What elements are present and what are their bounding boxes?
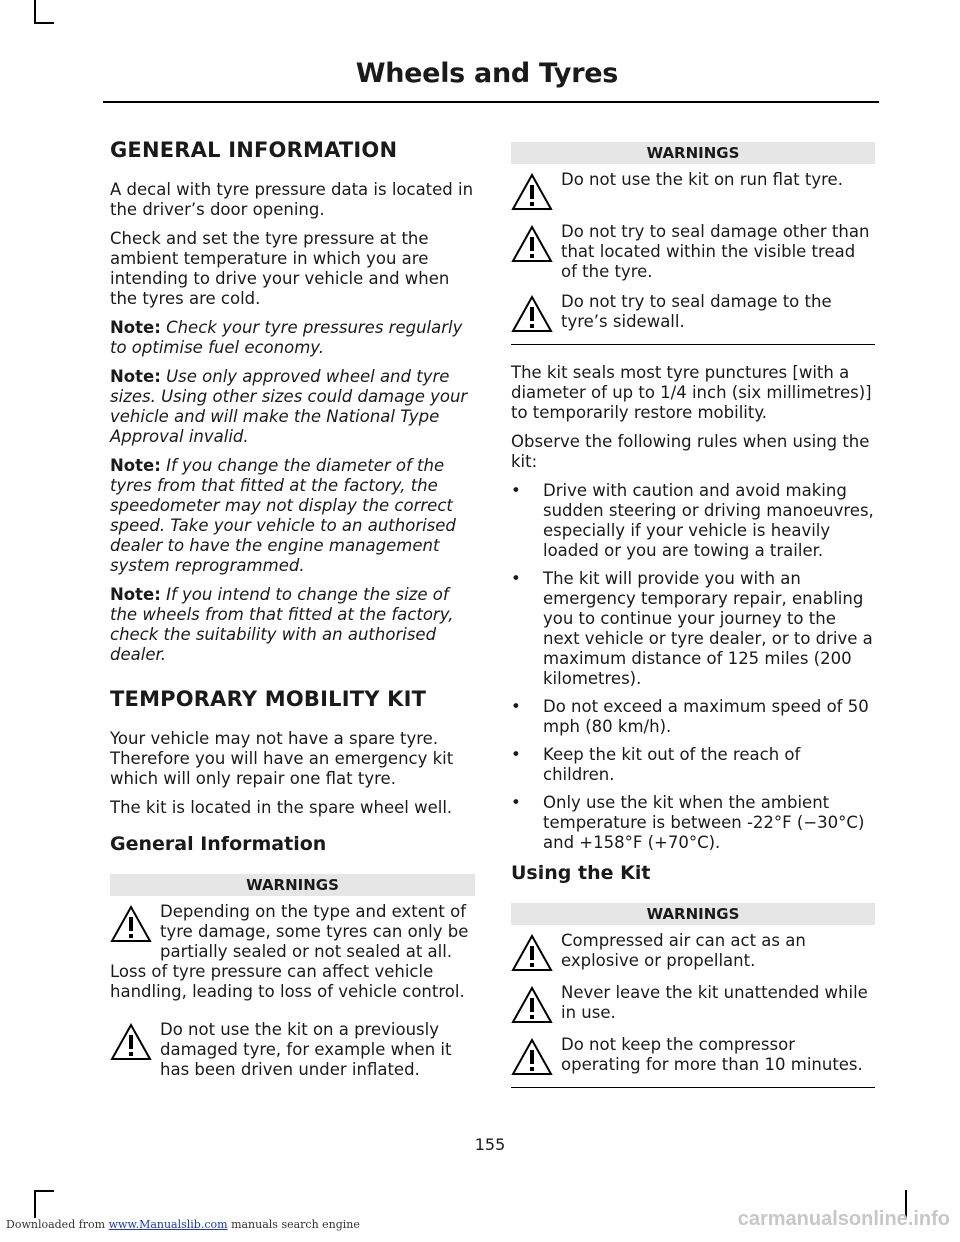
list-item bbox=[511, 745, 875, 785]
download-footer bbox=[6, 1218, 360, 1231]
warning-item bbox=[110, 902, 475, 1002]
warning-icon bbox=[511, 986, 553, 1024]
note-text: Use only approved wheel and tyre sizes. Using other sizes could damage your vehicle and will make the National Type Approval invalid. bbox=[110, 367, 468, 446]
warning-item bbox=[511, 222, 875, 282]
bullet: • bbox=[511, 745, 521, 764]
list-item bbox=[511, 569, 875, 689]
subsection-heading: General Information bbox=[110, 833, 327, 855]
note bbox=[110, 456, 475, 576]
warning-icon bbox=[511, 173, 553, 211]
warning-text: Depending on the type and extent of tyre damage, some tyres can only be partially sealed or not sealed at all. bbox=[160, 902, 469, 961]
note-text: Check your tyre pressures regularly to optimise fuel economy. bbox=[110, 318, 463, 357]
list-item-text: Keep the kit out of the reach of children. bbox=[543, 745, 801, 784]
warning-icon bbox=[511, 225, 553, 263]
crop-mark bbox=[34, 1190, 36, 1218]
warnings-header: WARNINGS bbox=[511, 903, 875, 925]
warning-text: Loss of tyre pressure can affect vehicle handling, leading to loss of vehicle control. bbox=[110, 962, 465, 1001]
bullet: • bbox=[511, 697, 521, 716]
paragraph: The kit seals most tyre punctures [with a diameter of up to 1/4 inch (six millimetres)] to temporarily restore mobility. bbox=[511, 363, 872, 422]
warning-icon bbox=[110, 1023, 152, 1061]
warnings-header: WARNINGS bbox=[110, 874, 475, 896]
manualslib-link[interactable]: www.Manualslib.com bbox=[108, 1218, 228, 1231]
warning-text: Never leave the kit unattended while in use. bbox=[561, 983, 868, 1022]
warning-icon bbox=[110, 905, 152, 943]
warning-item bbox=[511, 170, 875, 212]
warning-text: Do not use the kit on a previously damaged tyre, for example when it has been driven under inflated. bbox=[160, 1020, 452, 1079]
warning-text: Do not try to seal damage to the tyre’s sidewall. bbox=[561, 292, 832, 331]
list-item bbox=[511, 697, 875, 737]
section-heading: TEMPORARY MOBILITY KIT bbox=[110, 687, 427, 711]
note-label: Note: bbox=[110, 585, 161, 604]
warning-item bbox=[110, 1020, 475, 1080]
warning-icon bbox=[511, 1038, 553, 1076]
list-item bbox=[511, 481, 875, 561]
note-label: Note: bbox=[110, 456, 161, 475]
list-item-text: Only use the kit when the ambient temperature is between -22°F (−30°C) and +158°F (+70°C). bbox=[543, 793, 865, 852]
subsection-heading: Using the Kit bbox=[511, 862, 651, 884]
crop-mark bbox=[34, 1190, 54, 1192]
warning-text: Do not use the kit on run flat tyre. bbox=[561, 170, 843, 189]
section-heading: GENERAL INFORMATION bbox=[110, 138, 398, 162]
warning-text: Compressed air can act as an explosive or propellant. bbox=[561, 931, 806, 970]
right-column bbox=[511, 142, 875, 1106]
rules-list bbox=[511, 481, 875, 853]
warning-item bbox=[511, 931, 875, 973]
page-number: 155 bbox=[474, 1135, 506, 1154]
warning-item bbox=[511, 1035, 875, 1077]
footer-suffix: manuals search engine bbox=[231, 1218, 360, 1231]
list-item-text: The kit will provide you with an emergency temporary repair, enabling you to continue your journey to the next vehicle or tyre dealer, or to drive a maximum distance of 125 miles (200 kilometres). bbox=[543, 569, 873, 688]
warning-icon bbox=[511, 934, 553, 972]
note bbox=[110, 367, 475, 447]
warnings-divider bbox=[511, 344, 875, 345]
header-divider bbox=[103, 101, 879, 103]
bullet: • bbox=[511, 481, 521, 500]
bullet: • bbox=[511, 569, 521, 588]
warning-icon bbox=[511, 295, 553, 333]
note-label: Note: bbox=[110, 318, 161, 337]
watermark: carmanualsonline.info bbox=[737, 1208, 950, 1230]
list-item bbox=[511, 793, 875, 853]
warning-item bbox=[511, 983, 875, 1025]
warning-text: Do not try to seal damage other than that located within the visible tread of the tyre. bbox=[561, 222, 870, 281]
warnings-header: WARNINGS bbox=[511, 142, 875, 164]
list-item-text: Do not exceed a maximum speed of 50 mph (80 km/h). bbox=[543, 697, 869, 736]
note-text: If you change the diameter of the tyres from that fitted at the factory, the speedometer may not display the correct speed. Take your vehicle to an authorised dealer to have the engine management system reprogrammed. bbox=[110, 456, 456, 575]
paragraph: Check and set the tyre pressure at the ambient temperature in which you are intending to drive your vehicle and when the tyres are cold. bbox=[110, 229, 450, 308]
warning-text: Do not keep the compressor operating for more than 10 minutes. bbox=[561, 1035, 863, 1074]
note bbox=[110, 318, 475, 358]
crop-mark bbox=[34, 0, 36, 24]
paragraph: The kit is located in the spare wheel well. bbox=[110, 798, 453, 817]
list-item-text: Drive with caution and avoid making sudden steering or driving manoeuvres, especially if your vehicle is heavily loaded or you are towing a trailer. bbox=[543, 481, 874, 560]
page-title: Wheels and Tyres bbox=[355, 58, 618, 89]
left-column bbox=[110, 140, 475, 1090]
bullet: • bbox=[511, 793, 521, 812]
paragraph: Observe the following rules when using the kit: bbox=[511, 432, 870, 471]
paragraph: Your vehicle may not have a spare tyre. Therefore you will have an emergency kit which will only repair one flat tyre. bbox=[110, 729, 454, 788]
warnings-divider bbox=[511, 1087, 875, 1088]
footer-prefix: Downloaded from bbox=[6, 1218, 106, 1231]
crop-mark bbox=[34, 22, 54, 24]
paragraph: A decal with tyre pressure data is located in the driver’s door opening. bbox=[110, 180, 474, 219]
note bbox=[110, 585, 475, 665]
warning-item bbox=[511, 292, 875, 334]
note-text: If you intend to change the size of the wheels from that fitted at the factory, check the suitability with an authorised dealer. bbox=[110, 585, 454, 664]
note-label: Note: bbox=[110, 367, 161, 386]
